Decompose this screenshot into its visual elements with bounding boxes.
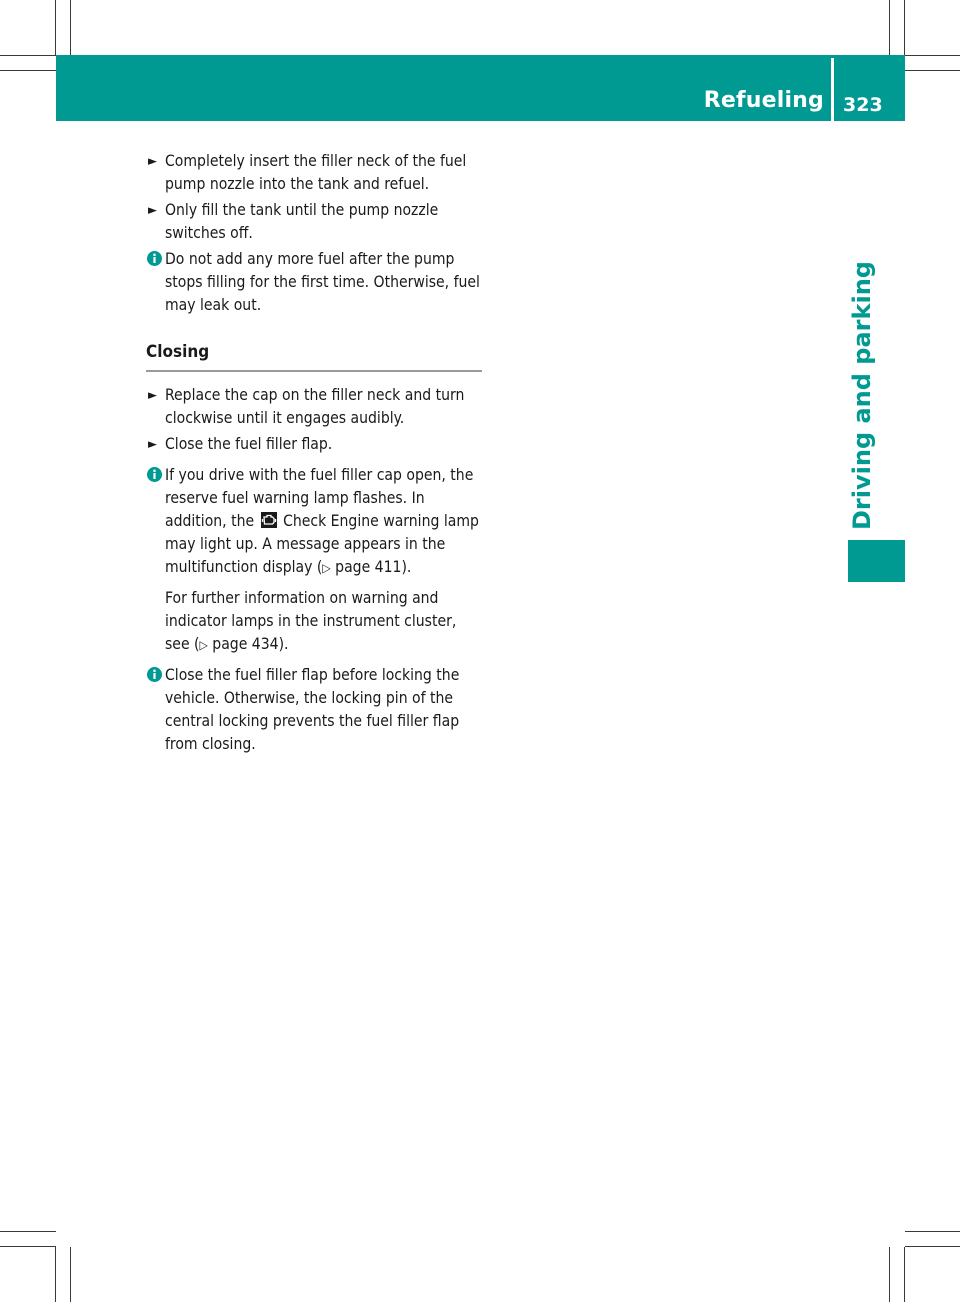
instruction-step [146,433,482,456]
step-text: Replace the cap on the filler neck and turn clockwise until it engages audibly. [165,386,465,427]
page-ref-icon: ▷ [199,638,208,652]
check-engine-icon [261,512,277,528]
instruction-step [146,150,482,196]
crop-mark [904,1247,905,1302]
page-reference[interactable]: page 411 [335,558,402,576]
page-ref-icon: ▷ [322,561,331,575]
instruction-step [146,199,482,245]
chapter-tab-marker [848,540,905,582]
section-title: Refueling [703,88,824,113]
info-note [146,664,482,756]
crop-mark [889,1247,890,1302]
note-text: For further information on warning and indicator lamps in the instrument cluster, see (▷ page 434). [165,589,457,653]
info-icon [147,667,162,682]
crop-mark [905,55,960,56]
page-reference[interactable]: page 434 [212,635,279,653]
crop-mark [0,70,56,71]
info-note [146,248,482,317]
crop-mark [905,70,960,71]
step-text: Close the fuel filler flap. [165,435,333,453]
step-text: Only fill the tank until the pump nozzle switches off. [165,201,439,242]
crop-mark [904,0,905,55]
arrow-bullet-icon: ► [148,437,157,452]
chapter-tab-label: Driving and parking [848,261,876,530]
info-note [146,464,482,657]
arrow-bullet-icon: ► [148,154,157,169]
crop-mark [905,1231,960,1232]
crop-mark [70,1247,71,1302]
note-text: If you drive with the fuel filler cap open, the reserve fuel warning lamp flashes. In addition, the Check Engine warning lamp may light up. A message appears in the multifunction display (▷ page 411). [165,466,479,576]
info-icon [147,467,162,482]
arrow-bullet-icon: ► [148,388,157,403]
crop-mark [70,0,71,55]
crop-mark [0,1246,56,1247]
instruction-step [146,384,482,430]
main-content [146,150,482,763]
info-icon [147,251,162,266]
note-text: Do not add any more fuel after the pump stops filling for the first time. Otherwise, fuel may leak out. [165,250,480,314]
crop-mark [55,0,56,55]
step-text: Completely insert the filler neck of the fuel pump nozzle into the tank and refuel. [165,152,467,193]
crop-mark [55,1247,56,1302]
header-divider [831,58,834,121]
page-number: 323 [843,94,883,116]
crop-mark [0,1231,56,1232]
crop-mark [0,55,56,56]
note-text: Close the fuel filler flap before locking the vehicle. Otherwise, the locking pin of the central locking prevents the fuel filler flap from closing. [165,666,460,753]
section-heading: Closing [146,341,482,372]
crop-mark [889,0,890,55]
crop-mark [905,1246,960,1247]
arrow-bullet-icon: ► [148,203,157,218]
